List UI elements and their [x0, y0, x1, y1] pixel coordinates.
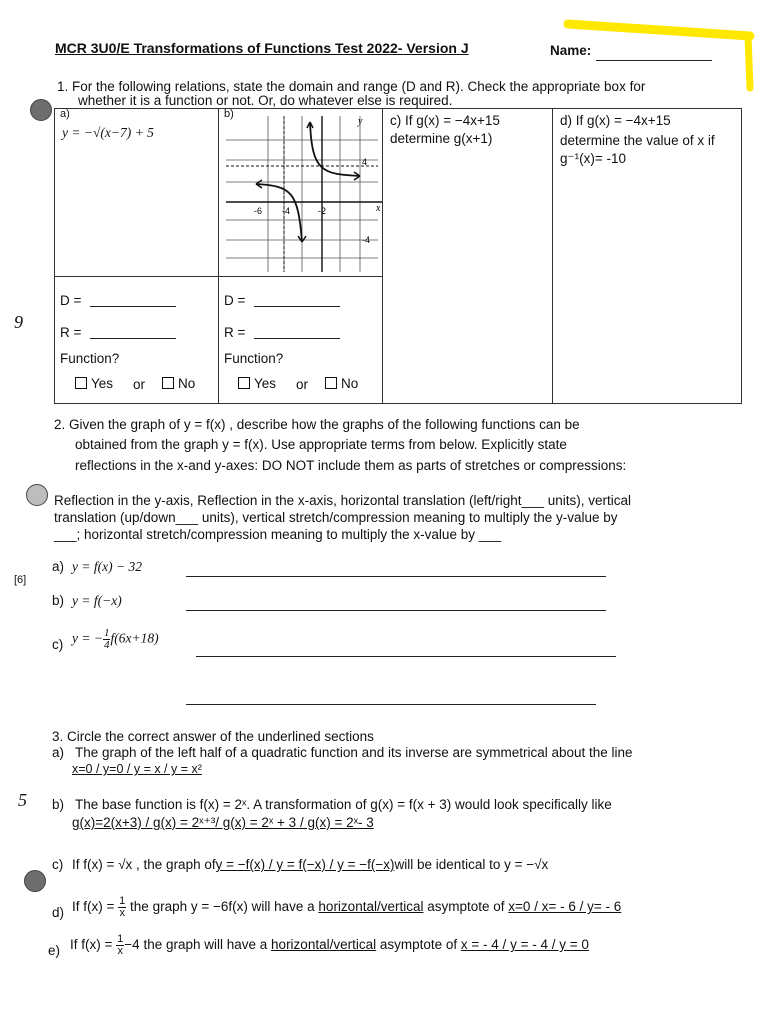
q1-prompt-line1: 1. For the following relations, state the domain and range (D and R). Check the appropriate box for — [57, 79, 646, 94]
q3-title: 3. Circle the correct answer of the underlined sections — [52, 729, 374, 744]
q1-row-divider — [54, 276, 382, 277]
q3c-text — [72, 856, 548, 873]
q2c-label: c) — [52, 637, 64, 652]
q2c-eq-post: f(6x+18) — [110, 630, 159, 646]
q1b-tick-neg6: -6 — [254, 206, 263, 216]
q1-prompt-line2: whether it is a function or not. Or, do whatever else is required. — [78, 93, 453, 108]
q1b-x-label: x — [376, 203, 381, 214]
q2-line3: reflections in the x-and y-axes: DO NOT include them as parts of stretches or compressions: — [75, 458, 627, 473]
q3e-mid: the graph will have a — [143, 937, 268, 953]
margin-dot-q3 — [24, 870, 46, 892]
q3d-text — [72, 896, 621, 919]
q1d-line1: d) If g(x) = −4x+15 — [560, 113, 671, 128]
q1b-or: or — [296, 377, 309, 392]
q3e-mid2: asymptote of — [379, 937, 458, 953]
q1d-line2: determine the value of x if — [560, 133, 715, 148]
q2b-label: b) — [52, 593, 65, 608]
q1-divider-3 — [552, 108, 553, 404]
q1b-no-option[interactable]: No — [325, 375, 358, 392]
q2-terms-line2: translation (up/down___ units), vertical stretch/compression meaning to multiply the y-value by — [54, 510, 618, 525]
q1b-tick-4: 4 — [362, 157, 368, 167]
q3a-options[interactable]: x=0 / y=0 / y = x / y = x² — [72, 762, 202, 776]
name-line — [596, 60, 712, 61]
q1a-domain-label: D = — [60, 293, 82, 308]
q1c-line2: determine g(x+1) — [390, 131, 493, 146]
q3a-text: The graph of the left half of a quadratic function and its inverse are symmetrical about the line — [75, 745, 633, 760]
q3c-post: will be identical to y = −√x — [394, 857, 549, 872]
q3a-label: a) — [52, 745, 65, 760]
page-title: MCR 3U0/E Transformations of Functions Test 2022- Version J — [55, 40, 469, 56]
q3d-fraction: $\frac{1}{x}$ — [119, 895, 126, 919]
q1b-tick-neg4y: -4 — [362, 235, 371, 245]
q3b-options[interactable]: g(x)=2(x+3) / g(x) = 2ˣ⁺³/ g(x) = 2ˣ + 3 / g(x) = 2ˣ- 3 — [72, 815, 374, 830]
q1b-range-line[interactable] — [254, 338, 340, 339]
q3e-label: e) — [48, 943, 61, 958]
margin-mark-q1: 9 — [14, 312, 23, 332]
q3e-hv-options[interactable]: horizontal/vertical — [271, 937, 377, 953]
q3c-label: c) — [52, 857, 64, 872]
q1a-label: a) — [60, 108, 70, 120]
q1b-tick-neg4x: -4 — [282, 206, 291, 216]
q2a-equation: y = f(x) − 32 — [72, 559, 142, 574]
q1c-line1: c) If g(x) = −4x+15 — [390, 113, 500, 128]
q1b-domain-line[interactable] — [254, 306, 340, 307]
q2b-equation: y = f(−x) — [72, 593, 122, 608]
q2b-answer-line[interactable] — [186, 610, 606, 611]
q1a-domain-line[interactable] — [90, 306, 176, 307]
q1a-or: or — [133, 377, 146, 392]
q2c-answer-line[interactable] — [196, 656, 616, 657]
q3c-options[interactable]: y = −f(x) / y = f(−x) / y = −f(−x) — [215, 857, 395, 872]
q1b-curve-left — [256, 184, 302, 242]
q1b-yes-option[interactable]: Yes — [238, 375, 276, 392]
q1a-range-line[interactable] — [90, 338, 176, 339]
q2c-answer-line-2[interactable] — [186, 704, 596, 705]
q2-line1: 2. Given the graph of y = f(x) , describe how the graphs of the following functions can be — [54, 417, 580, 432]
q1b-tick-neg2: -2 — [318, 206, 327, 216]
q3d-hv-options[interactable]: horizontal/vertical — [318, 899, 424, 915]
q1b-y-label: y — [358, 116, 363, 127]
q1b-curve-right — [310, 122, 360, 176]
margin-dot-q2 — [26, 484, 48, 506]
q1a-yes-option[interactable]: Yes — [75, 375, 113, 392]
q1b-function-label: Function? — [224, 351, 284, 366]
name-label: Name: — [550, 43, 592, 58]
margin-dot-q1 — [30, 99, 52, 121]
q2-terms-line3: ___; horizontal stretch/compression meaning to multiply the x-value by ___ — [54, 527, 502, 542]
q3e-pre: If f(x) = — [70, 937, 113, 953]
q3d-label: d) — [52, 905, 65, 920]
q2-terms-line1: Reflection in the y-axis, Reflection in the x-axis, horizontal translation (left/right___ units), vertical — [54, 493, 632, 508]
q2a-label: a) — [52, 559, 65, 574]
q1a-yes-checkbox[interactable] — [75, 377, 87, 389]
q1a-no-option[interactable]: No — [162, 375, 195, 392]
q3e-minus: −4 — [124, 937, 140, 953]
q3b-label: b) — [52, 797, 65, 812]
q1a-equation: y = −√(x−7) + 5 — [62, 125, 154, 140]
q1b-graph — [222, 112, 382, 276]
q1a-no-checkbox[interactable] — [162, 377, 174, 389]
q1b-yes-checkbox[interactable] — [238, 377, 250, 389]
margin-mark-q2: [6] — [14, 574, 27, 586]
margin-mark-q3: 5 — [18, 790, 27, 810]
q1b-domain-label: D = — [224, 293, 246, 308]
q3d-mid: the graph y = −6f(x) will have a — [130, 899, 315, 915]
q2c-fraction: $\frac{1}{4}$ — [103, 627, 110, 651]
q3e-fraction: $\frac{1}{x}$ — [117, 933, 124, 957]
q1b-no-checkbox[interactable] — [325, 377, 337, 389]
q1-divider-2 — [382, 108, 383, 404]
q1b-label: b) — [224, 108, 234, 120]
q1a-function-label: Function? — [60, 351, 120, 366]
q3d-options[interactable]: x=0 / x= - 6 / y= - 6 — [508, 899, 622, 915]
q2c-equation — [72, 628, 159, 651]
q1b-range-label: R = — [224, 325, 246, 340]
q3c-pre: If f(x) = √x , the graph of — [72, 857, 216, 872]
q3d-pre: If f(x) = — [72, 899, 115, 915]
q2c-eq-pre: y = − — [72, 630, 103, 646]
q1d-line3: g⁻¹(x)= -10 — [560, 151, 627, 166]
q1a-range-label: R = — [60, 325, 82, 340]
q3e-options[interactable]: x = - 4 / y = - 4 / y = 0 — [460, 937, 589, 953]
q3b-text: The base function is f(x) = 2ˣ. A transformation of g(x) = f(x + 3) would look specifically like — [75, 797, 612, 812]
q1-table — [54, 108, 742, 404]
q2a-answer-line[interactable] — [186, 576, 606, 577]
q3d-mid2: asymptote of — [427, 899, 505, 915]
q3e-text — [70, 934, 589, 957]
q2-line2: obtained from the graph y = f(x). Use appropriate terms from below. Explicitly state — [75, 437, 567, 452]
q1-divider-1 — [218, 108, 219, 404]
